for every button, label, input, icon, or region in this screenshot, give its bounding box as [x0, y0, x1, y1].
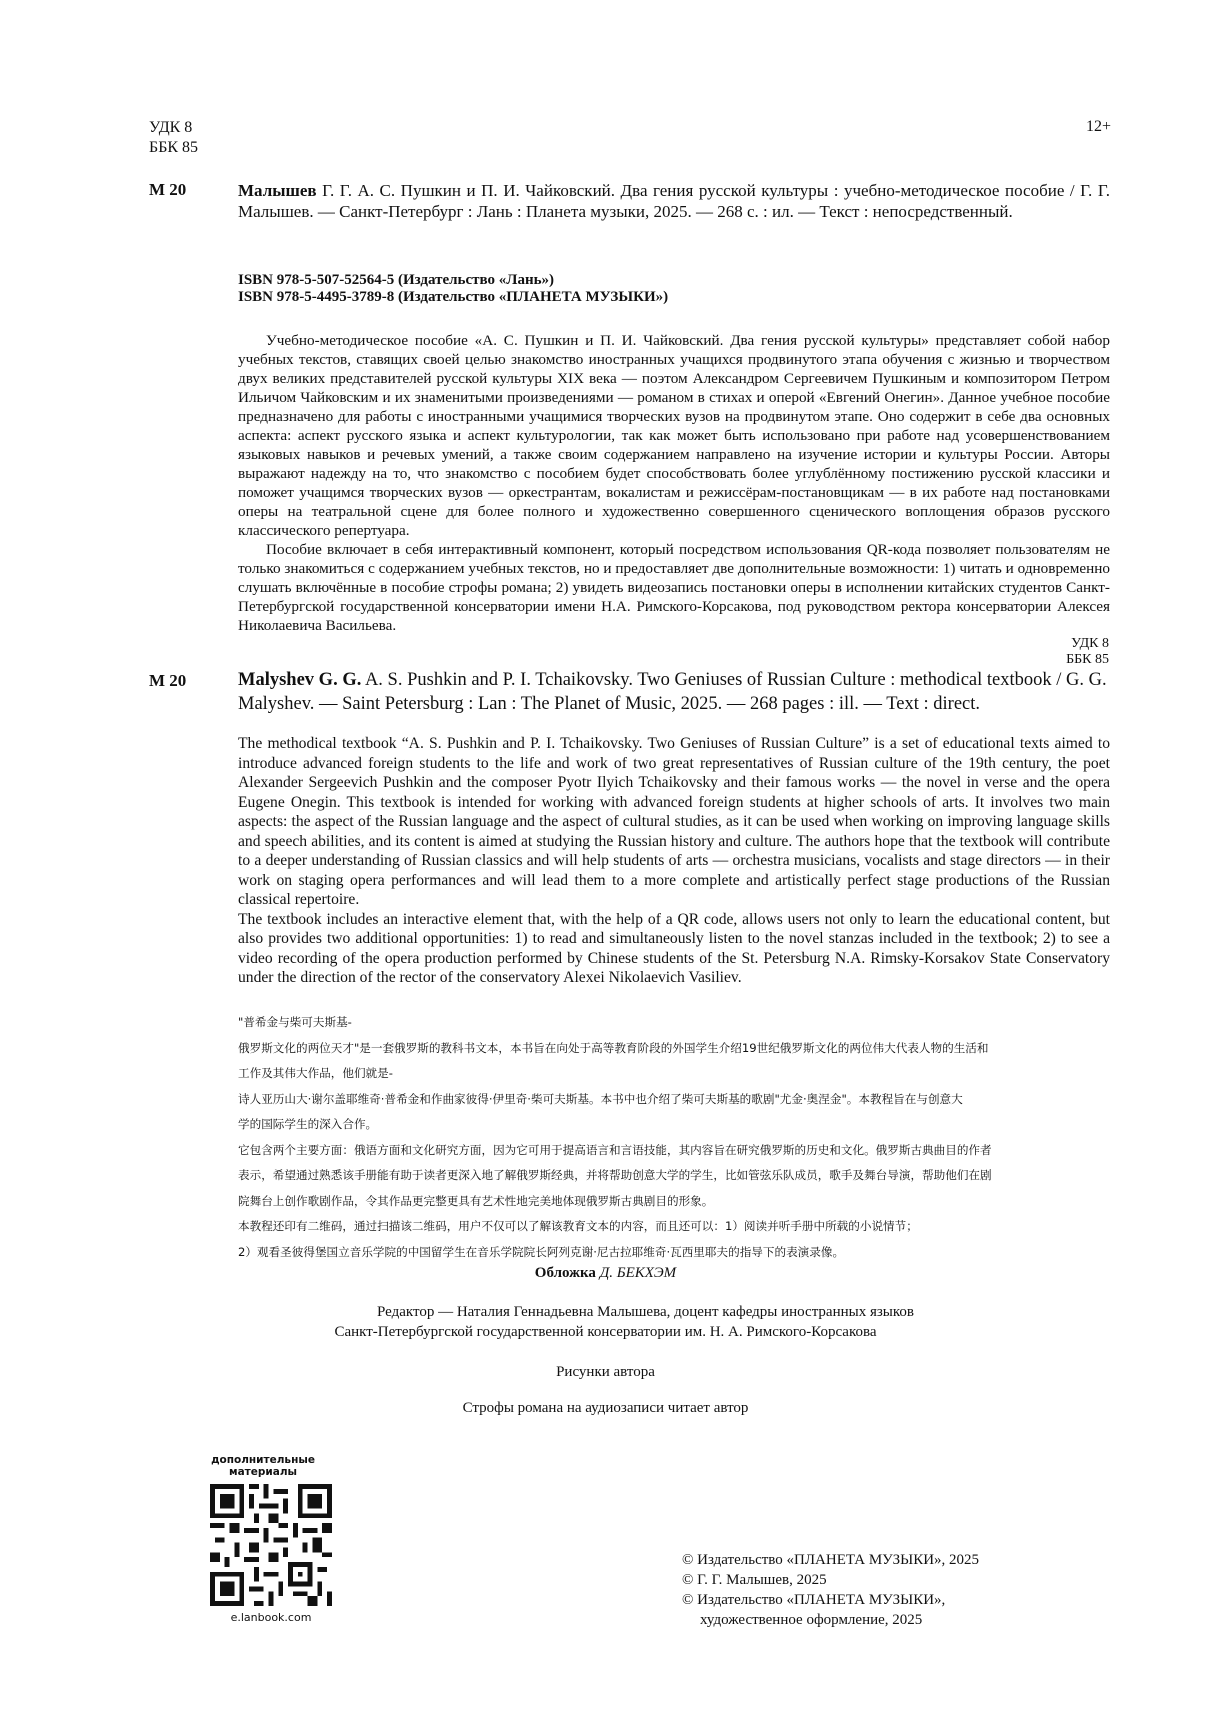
cover-artist: Д. БЕКХЭМ	[599, 1265, 677, 1281]
zh-line: 诗人亚历山大·谢尔盖耶维奇·普希金和作曲家彼得·伊里奇·柴可夫斯基。本书中也介绍了柴可夫斯基的歌剧"尤金·奥涅金"。本教程旨在与创意大	[238, 1091, 963, 1106]
bbk-code: ББК 85	[149, 139, 199, 156]
abstract-en-paragraph-2: The textbook includes an interactive element that, with the help of a QR code, allows users not only to learn the educational content, but also provides two additional opportunities: 1) to read and simultaneously listen to the novel stanzas included in the textbook; 2) to see a video recording of the opera production performed by Chinese students of the St. Petersburg N.A. Rimsky-Korsakov State Conservatory under the direction of the rector of the conservatory Alexei Nikolaevich Vasiliev.	[238, 910, 1110, 986]
udk-bbk-header	[149, 118, 198, 158]
udk-code-en: УДК 8	[1071, 636, 1109, 651]
zh-line: 俄罗斯文化的两位天才"是一套俄罗斯的教科书文本，本书旨在向处于高等教育阶段的外国学生介绍19世纪俄罗斯文化的两位伟大代表人物的生活和	[238, 1040, 989, 1055]
catalog-entry-ru	[238, 180, 1110, 222]
abstract-ru	[238, 331, 1110, 635]
qr-url[interactable]: e.lanbook.com	[230, 1611, 312, 1624]
audio-credit: Строфы романа на аудиозаписи читает автор	[462, 1400, 749, 1416]
copyright-line: © Издательство «ПЛАНЕТА МУЗЫКИ»,	[682, 1592, 946, 1608]
zh-line: 本教程还印有二维码，通过扫描该二维码，用户不仅可以了解该教育文本的内容，而且还可以：1）阅读并听手册中所载的小说情节；	[238, 1219, 918, 1233]
author-mark-en: М 20	[149, 671, 187, 690]
catalog-entry-en	[238, 668, 1110, 716]
author-mark-ru: М 20	[149, 180, 187, 199]
abstract-en	[238, 734, 1110, 988]
isbn-block	[238, 272, 668, 306]
bbk-code-en: ББК 85	[1066, 652, 1109, 667]
qr-caption	[208, 1454, 318, 1478]
qr-caption-line-2: материалы	[228, 1466, 298, 1478]
udk-bbk-english	[1066, 636, 1109, 668]
qr-caption-line-1: дополнительные	[211, 1454, 315, 1466]
copyright-block	[682, 1550, 979, 1630]
qr-code[interactable]	[210, 1484, 332, 1606]
author-name-ru: Малышев	[238, 181, 317, 200]
cover-credit	[0, 1265, 1211, 1282]
abstract-ru-paragraph-1: Учебно-методическое пособие «А. С. Пушкин и П. И. Чайковский. Два гения русской культуры» представляет собой набор учебных текстов, ставящих своей целью знакомство иностранных учащихся продвинутого этапа обучения с жизнью и творчеством двух великих представителей русской культуры XIX века — поэтом Александром Сергеевичем Пушкиным и композитором Петром Ильичом Чайковским и их знаменитыми произведениями — романом в стихах и оперой «Евгений Онегин». Данное учебное пособие предназначено для работы с иностранными учащимися творческих вузов на продвинутом этапе. Оно содержит в себе два основных аспекта: аспект русского языка и аспект культурологии, так как может быть использовано при работе над усовершенствованием языковых навыков и речевых умений, а также своим содержанием направлено на изучение истории и культуры России. Авторы выражают надежду на то, что знакомство с пособием будет способствовать более углублённому постижению русской классики и поможет учащимся творческих вузов — оркестрантам, вокалистам и режиссёрам-постановщикам — в их работе над постановками оперы на театральной сцене для более полного и художественно совершенного сценического воплощения образов русского классического репертуара.	[238, 332, 1110, 539]
copyright-line: © Издательство «ПЛАНЕТА МУЗЫКИ», 2025	[682, 1552, 980, 1568]
entry-text-ru: Г. Г. А. С. Пушкин и П. И. Чайковский. Два гения русской культуры : учебно-методическое пособие / Г. Г. Малышев. — Санкт-Петербург : Лань : Планета музыки, 2025. — 268 с. : ил. — Текст : непосредственный.	[238, 181, 1110, 221]
zh-line: 工作及其伟大作品，他们就是-	[238, 1066, 393, 1080]
drawings-credit: Рисунки автора	[556, 1364, 655, 1380]
age-rating: 12+	[1085, 118, 1111, 135]
zh-line: 表示，希望通过熟悉该手册能有助于读者更深入地了解俄罗斯经典，并将帮助创意大学的学生，比如管弦乐队成员，歌手及舞台导演，帮助他们在剧	[238, 1168, 992, 1182]
entry-text-en: A. S. Pushkin and P. I. Tchaikovsky. Two Geniuses of Russian Culture : methodical textbook / G. G. Malyshev. — Saint Petersburg : Lan : The Planet of Music, 2025. — 268 pages : ill. — Text : direct.	[238, 670, 1107, 714]
author-name-en: Malyshev G. G.	[238, 670, 362, 690]
editor-line-2: Санкт-Петербургской государственной консерватории им. Н. А. Римского-Корсакова	[334, 1324, 877, 1340]
udk-code: УДК 8	[149, 119, 193, 136]
zh-line: 它包含两个主要方面：俄语方面和文化研究方面，因为它可用于提高语言和言语技能，其内容旨在研究俄罗斯的历史和文化。俄罗斯古典曲目的作者	[238, 1142, 992, 1157]
editor-credit	[0, 1302, 1211, 1342]
abstract-zh	[238, 1010, 1110, 1265]
isbn-lan: ISBN 978-5-507-52564-5 (Издательство «Лань»)	[238, 272, 555, 288]
isbn-planet: ISBN 978-5-4495-3789-8 (Издательство «ПЛАНЕТА МУЗЫКИ»)	[238, 289, 669, 305]
zh-line: 院舞台上创作歌剧作品，令其作品更完整更具有艺术性地完美地体现俄罗斯古典剧目的形象。	[238, 1193, 714, 1208]
zh-line: 2）观看圣彼得堡国立音乐学院的中国留学生在音乐学院院长阿列克谢·尼古拉耶维奇·瓦西里耶夫的指导下的表演录像。	[238, 1244, 845, 1259]
zh-line: "普希金与柴可夫斯基-	[238, 1015, 352, 1029]
cover-label: Обложка	[534, 1265, 596, 1281]
editor-line-1: Редактор — Наталия Геннадьевна Малышева, доцент кафедры иностранных языков	[376, 1304, 914, 1320]
copyright-line: © Г. Г. Малышев, 2025	[682, 1572, 827, 1588]
abstract-ru-paragraph-2: Пособие включает в себя интерактивный компонент, который посредством использования QR-кода позволяет пользователям не только знакомиться с содержанием учебных текстов, но и предоставляет две дополнительные возможности: 1) читать и одновременно слушать включённые в пособие строфы романа; 2) увидеть видеозапись постановки оперы в исполнении китайских студентов Санкт-Петербургской государственной консерватории имени Н.А. Римского-Корсакова, под руководством ректора консерватории Алексея Николаевича Васильева.	[238, 541, 1110, 634]
abstract-en-paragraph-1: The methodical textbook “A. S. Pushkin and P. I. Tchaikovsky. Two Geniuses of Russian Culture” is a set of educational texts aimed to introduce advanced foreign students to the life and work of two great representatives of Russian culture of the 19th century, the poet Alexander Sergeevich Pushkin and the composer Pyotr Ilyich Tchaikovsky and their famous works — the novel in verse and the opera Eugene Onegin. This textbook is intended for working with advanced foreign students at higher schools of arts. It involves two main aspects: the aspect of the Russian language and the aspect of cultural studies, as it can be used when working on improving language skills and speech abilities, and its content is aimed at studying the Russian history and culture. The authors hope that the textbook will contribute to a deeper understanding of Russian classics and will help students of arts — orchestra musicians, vocalists and stage directors — in their work on staging opera performances and will lead them to a more complete and artistically perfect stage productions of the Russian classical repertoire.	[238, 735, 1110, 908]
copyright-line: художественное оформление, 2025	[700, 1612, 923, 1628]
zh-line: 学的国际学生的深入合作。	[238, 1117, 378, 1131]
